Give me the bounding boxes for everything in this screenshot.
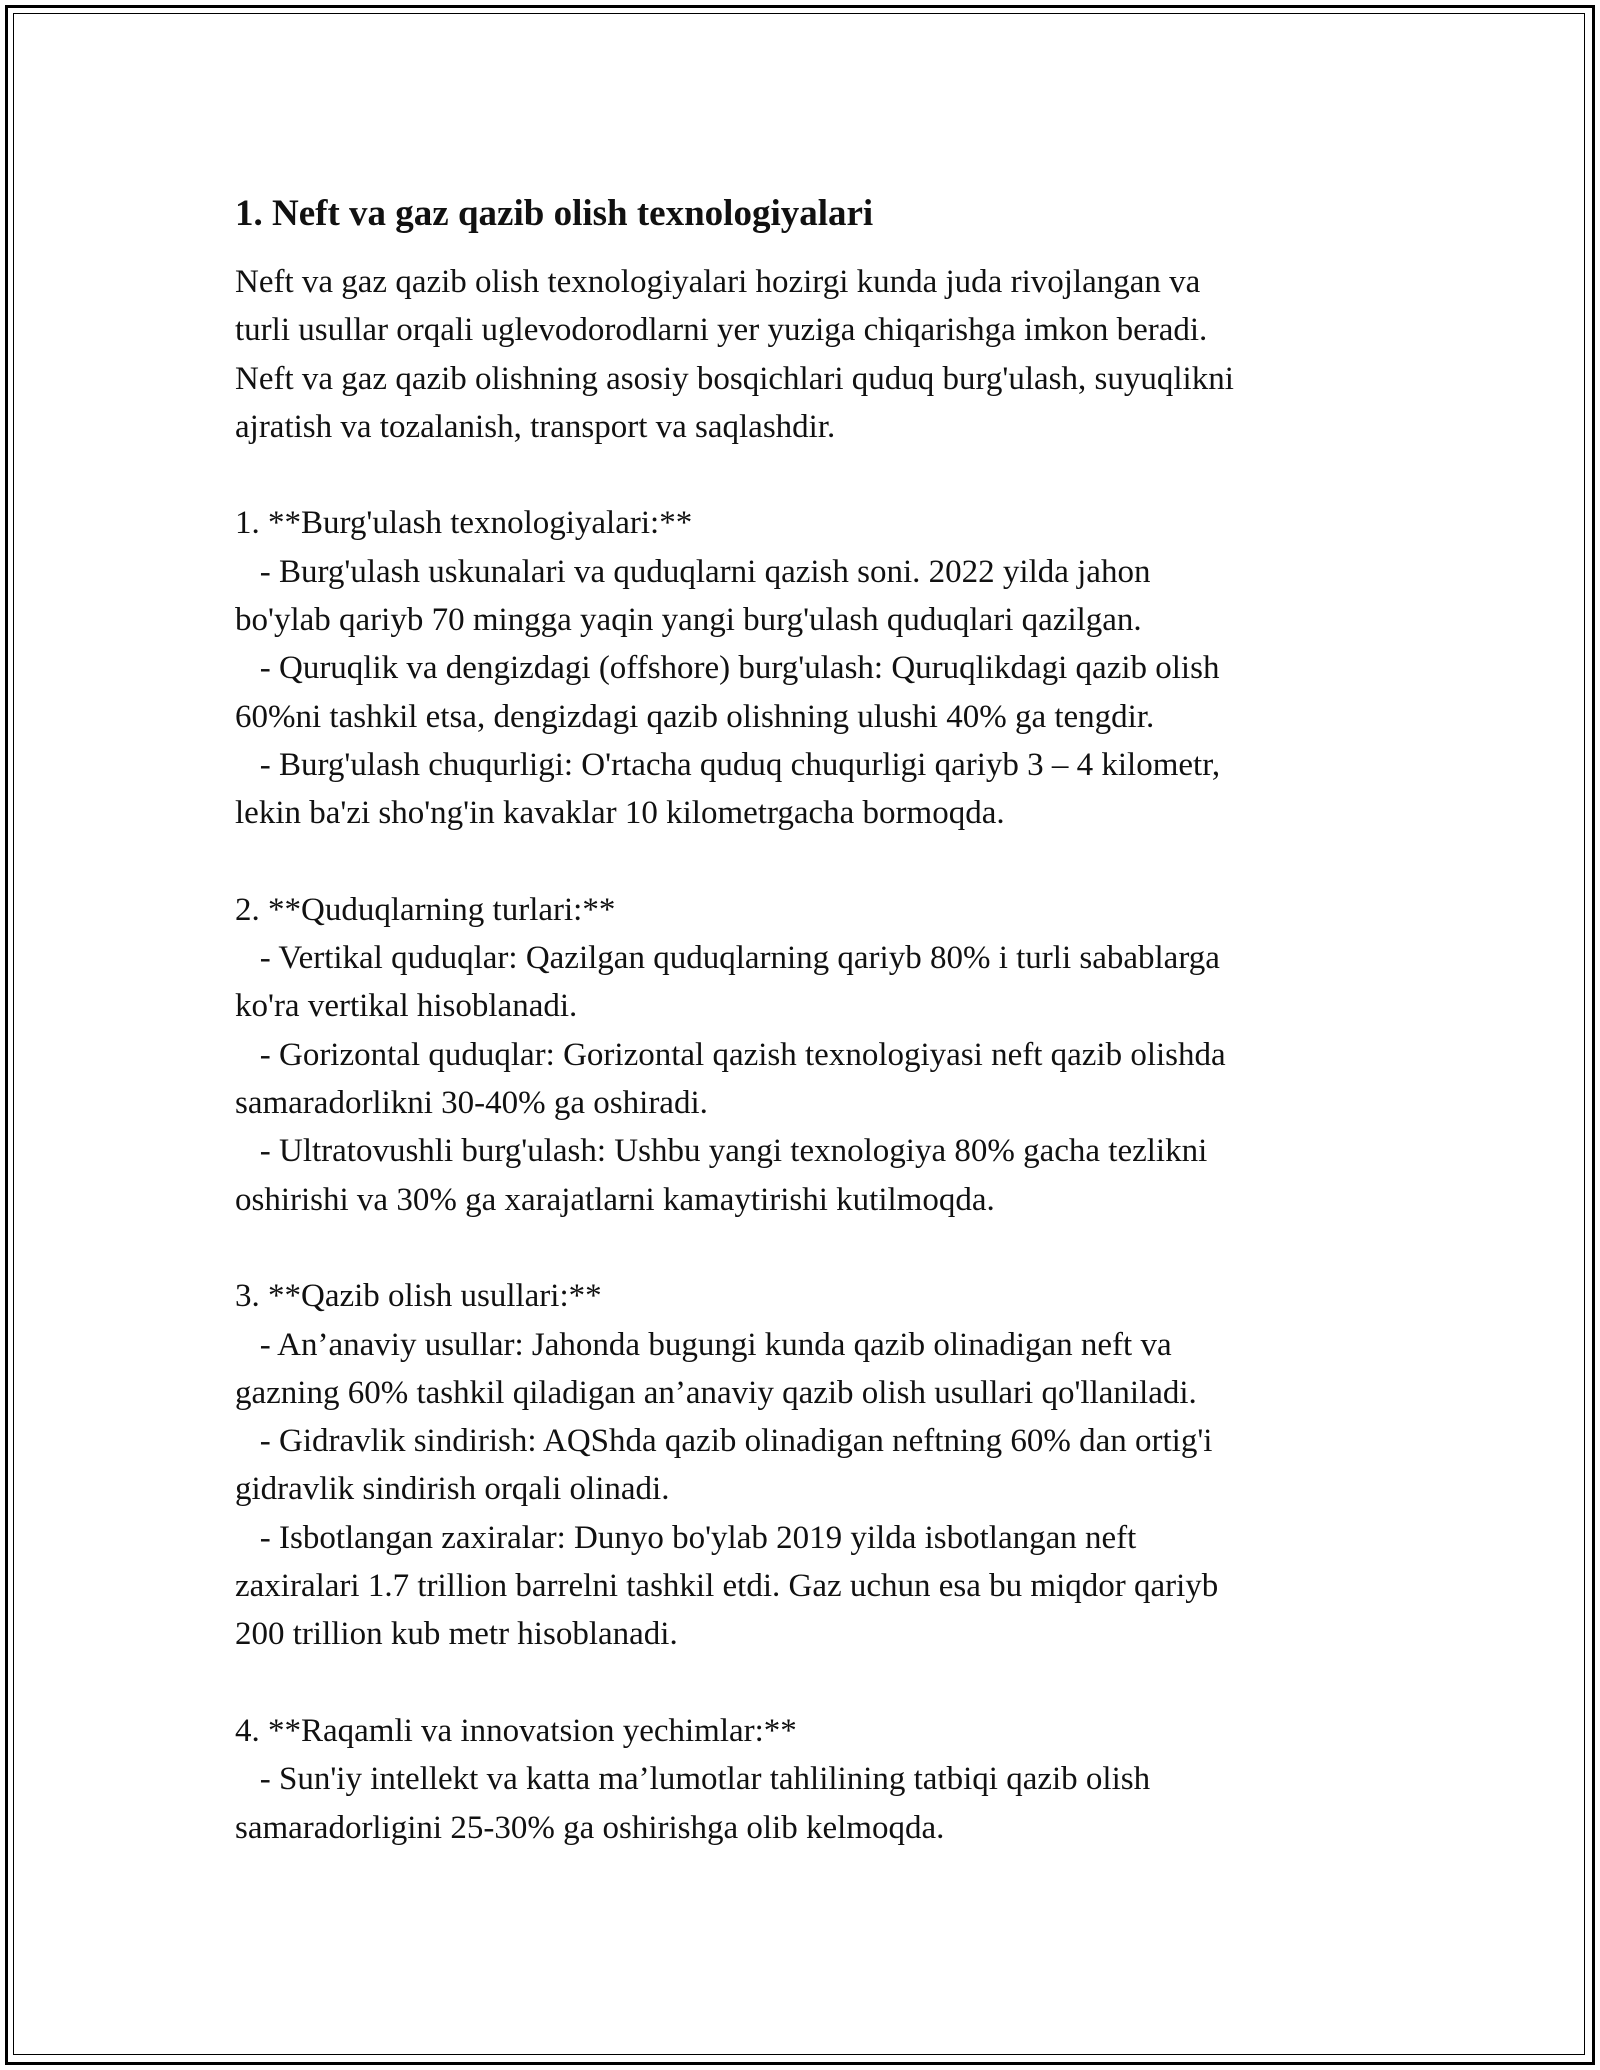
document-body: Neft va gaz qazib olish texnologiyalari hozirgi kunda juda rivojlangan va turli usullar orqali uglevodorodlarni yer yuziga chiqarishga imkon beradi. Neft va gaz qazib olishning asosiy bosqichlari quduq burg'ulash, suyuqlikni ajratish va tozalanish, transport va saqlashdir. 1. **Burg'ulash texnologiyalari:** - Burg'ulash uskunalari va quduqlarni qazish soni. 2022 yilda jahon bo'ylab qariyb 70 mingga yaqin yangi burg'ulash quduqlari qazilgan. - Quruqlik va dengizdagi (offshore) burg'ulash: Quruqlikdagi qazib olish 60%ni tashkil etsa, dengizdagi qazib olishning ulushi 40% ga tengdir. - Burg'ulash chuqurligi: O'rtacha quduq chuqurligi qariyb 3 – 4 kilometr, lekin ba'zi sho'ng'in kavaklar 10 kilometrgacha bormoqda. 2. **Quduqlarning turlari:** - Vertikal quduqlar: Qazilgan quduqlarning qariyb 80% i turli sabablarga ko'ra vertikal hisoblanadi. - Gorizontal quduqlar: Gorizontal qazish texnologiyasi neft qazib olishda samaradorlikni 30-40% ga oshiradi. - Ultratovushli burg'ulash: Ushbu yangi texnologiya 80% gacha tezlikni oshirishi va 30% ga xarajatlarni kamaytirishi kutilmoqda. 3. **Qazib olish usullari:** - An’anaviy usullar: Jahonda bugungi kunda qazib olinadigan neft va gazning 60% tashkil qiladigan an’anaviy qazib olish usullari qo'llaniladi. - Gidravlik sindirish: AQShda qazib olinadigan neftning 60% dan ortig'i gidravlik sindirish orqali olinadi. - Isbotlangan zaxiralar: Dunyo bo'ylab 2019 yilda isbotlangan neft zaxiralari 1.7 trillion barrelni tashkil etdi. Gaz uchun esa bu miqdor qariyb 200 trillion kub metr hisoblanadi. 4. **Raqamli va innovatsion yechimlar:** - Sun'iy intellekt va katta ma’lumotlar tahlilining tatbiqi qazib olish samaradorligini 25-30% ga oshirishga olib kelmoqda. — [235, 264, 1234, 1846]
document-content — [235, 190, 1385, 1852]
document-title: 1. Neft va gaz qazib olish texnologiyalari — [235, 193, 874, 234]
